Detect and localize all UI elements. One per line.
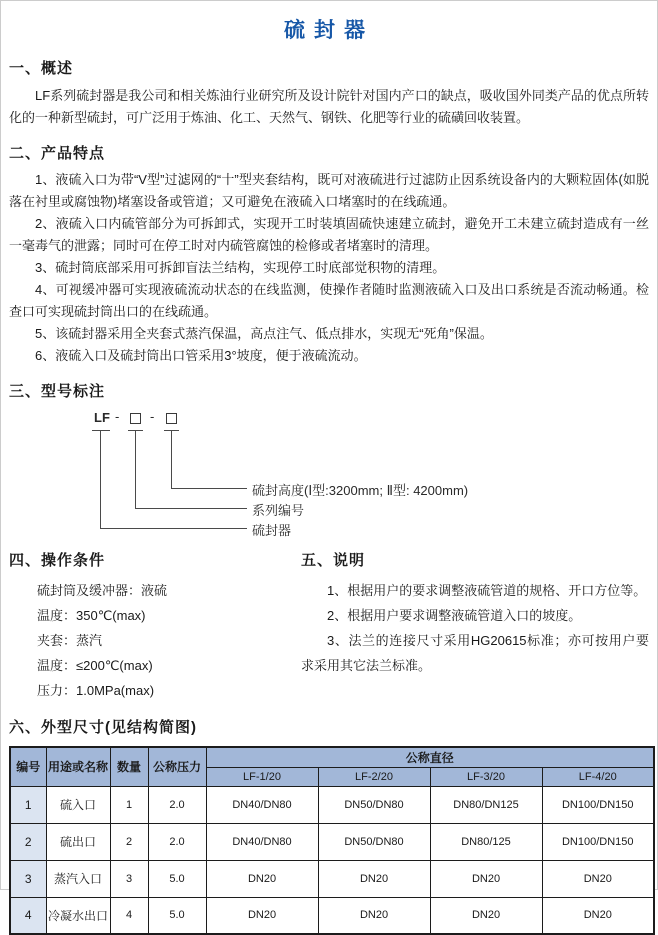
col-header-model: LF-2/20 — [318, 767, 430, 786]
feature-item: 2、液硫入口内硫管部分为可拆卸式，实现开工时装填固硫快速建立硫封，避免开工未建立硫封造成有一丝一毫毒气的泄露；同时可在停工时对内硫管腐蚀的检修或者堵塞时的清理。 — [9, 216, 649, 253]
cell-dn: DN20 — [542, 860, 654, 897]
table-row — [10, 823, 654, 860]
model-leader-line — [100, 430, 101, 528]
cell-pressure: 2.0 — [148, 786, 206, 823]
cell-dn: DN20 — [430, 860, 542, 897]
col-header-model: LF-3/20 — [430, 767, 542, 786]
heading-features: 二、产品特点 — [9, 145, 106, 162]
feature-item: 1、液硫入口为带“V型”过滤网的“十”型夹套结构，既可对液硫进行过滤防止因系统设备内的大颗粒固体(如脱落在衬里或腐蚀物)堵塞设备或管道；又可避免在液硫入口堵塞时的在线疏通。 — [9, 172, 649, 209]
col-header-model: LF-4/20 — [542, 767, 654, 786]
model-box-icon — [166, 413, 177, 424]
cell-no: 4 — [10, 897, 46, 934]
cell-dn: DN50/DN80 — [318, 823, 430, 860]
feature-item: 6、液硫入口及硫封筒出口管采用3°坡度，便于液硫流动。 — [35, 348, 367, 363]
cell-no: 2 — [10, 823, 46, 860]
cell-name: 蒸汽入口 — [46, 860, 110, 897]
cell-dn: DN20 — [318, 897, 430, 934]
note-item: 3、法兰的连接尺寸采用HG20615标准；亦可按用户要求采用其它法兰标准。 — [301, 633, 649, 673]
cell-qty: 2 — [110, 823, 148, 860]
condition-item: 夹套：蒸汽 — [37, 633, 103, 648]
col-header-pressure: 公称压力 — [148, 747, 206, 786]
cell-dn: DN80/125 — [430, 823, 542, 860]
table-row — [10, 860, 654, 897]
page-title: 硫封器 — [284, 19, 374, 42]
condition-item: 硫封筒及缓冲器：液硫 — [37, 583, 168, 598]
document-page — [1, 1, 657, 935]
col-header-model: LF-1/20 — [206, 767, 318, 786]
feature-item: 3、硫封筒底部采用可拆卸盲法兰结构，实现停工时底部觉积物的清理。 — [35, 260, 446, 275]
model-dash: - — [150, 409, 155, 424]
cell-dn: DN20 — [206, 897, 318, 934]
model-leader-line — [135, 430, 136, 508]
cell-dn: DN20 — [206, 860, 318, 897]
heading-operating: 四、操作条件 — [9, 552, 106, 569]
cell-dn: DN20 — [542, 897, 654, 934]
cell-qty: 4 — [110, 897, 148, 934]
cell-qty: 3 — [110, 860, 148, 897]
table-header-row — [10, 747, 654, 767]
model-dash: - — [115, 409, 120, 424]
cell-dn: DN100/DN150 — [542, 786, 654, 823]
cell-dn: DN40/DN80 — [206, 823, 318, 860]
table-row — [10, 786, 654, 823]
heading-dimensions: 六、外型尺寸(见结构简图) — [9, 719, 197, 736]
condition-item: 温度：350℃(max) — [37, 608, 146, 623]
conditions-notes-columns — [9, 549, 649, 703]
features-list — [9, 169, 649, 367]
notes-list — [301, 578, 649, 678]
cell-pressure: 5.0 — [148, 860, 206, 897]
model-label-series: 系列编号 — [252, 503, 305, 518]
feature-item: 4、可视缓冲器可实现液硫流动状态的在线监测，使操作者随时监测液硫入口及出口系统是否流动畅通。检查口可实现硫封筒出口的在线疏通。 — [9, 282, 649, 319]
model-box-icon — [130, 413, 141, 424]
model-code: LF — [94, 410, 110, 425]
cell-dn: DN20 — [318, 860, 430, 897]
model-label-device: 硫封器 — [252, 523, 292, 538]
model-designation-diagram — [9, 405, 649, 543]
model-leader-line — [135, 508, 247, 509]
cell-dn: DN40/DN80 — [206, 786, 318, 823]
col-header-qty: 数量 — [110, 747, 148, 786]
cell-name: 冷凝水出口 — [46, 897, 110, 934]
cell-qty: 1 — [110, 786, 148, 823]
cell-no: 3 — [10, 860, 46, 897]
note-item: 2、根据用户要求调整液硫管道入口的坡度。 — [327, 608, 582, 623]
cell-dn: DN50/DN80 — [318, 786, 430, 823]
model-leader-line — [171, 430, 172, 488]
heading-overview: 一、概述 — [9, 60, 74, 77]
model-underline — [92, 430, 110, 431]
feature-item: 5、该硫封器采用全夹套式蒸汽保温，高点注气、低点排水，实现无“死角”保温。 — [35, 326, 493, 341]
cell-dn: DN20 — [430, 897, 542, 934]
condition-item: 压力：1.0MPa(max) — [37, 683, 155, 698]
cell-dn: DN100/DN150 — [542, 823, 654, 860]
cell-pressure: 5.0 — [148, 897, 206, 934]
cell-dn: DN80/DN125 — [430, 786, 542, 823]
cell-name: 硫入口 — [46, 786, 110, 823]
overview-paragraph: LF系列硫封器是我公司和相关炼油行业研究所及设计院针对国内产口的缺点，吸收国外同类产品的优点所转化的一种新型硫封，可广泛用于炼油、化工、天然气、钢铁、化肥等行业的硫磺回收装置。 — [9, 88, 649, 125]
col-header-no: 编号 — [10, 747, 46, 786]
cell-no: 1 — [10, 786, 46, 823]
dimensions-table — [9, 746, 655, 935]
table-row — [10, 897, 654, 934]
col-header-diameter-group: 公称直径 — [206, 747, 654, 767]
operating-conditions-section — [9, 549, 301, 703]
notes-section — [301, 549, 649, 703]
col-header-name: 用途或名称 — [46, 747, 110, 786]
heading-notes: 五、说明 — [301, 552, 366, 569]
note-item: 1、根据用户的要求调整液硫管道的规格、开口方位等。 — [327, 583, 647, 598]
cell-pressure: 2.0 — [148, 823, 206, 860]
model-leader-line — [171, 488, 247, 489]
cell-name: 硫出口 — [46, 823, 110, 860]
condition-item: 温度：≤200℃(max) — [37, 658, 153, 673]
model-label-height: 硫封高度(Ⅰ型:3200mm; Ⅱ型: 4200mm) — [252, 483, 469, 498]
model-leader-line — [100, 528, 247, 529]
operating-conditions-list — [9, 578, 301, 703]
heading-model: 三、型号标注 — [9, 383, 106, 400]
